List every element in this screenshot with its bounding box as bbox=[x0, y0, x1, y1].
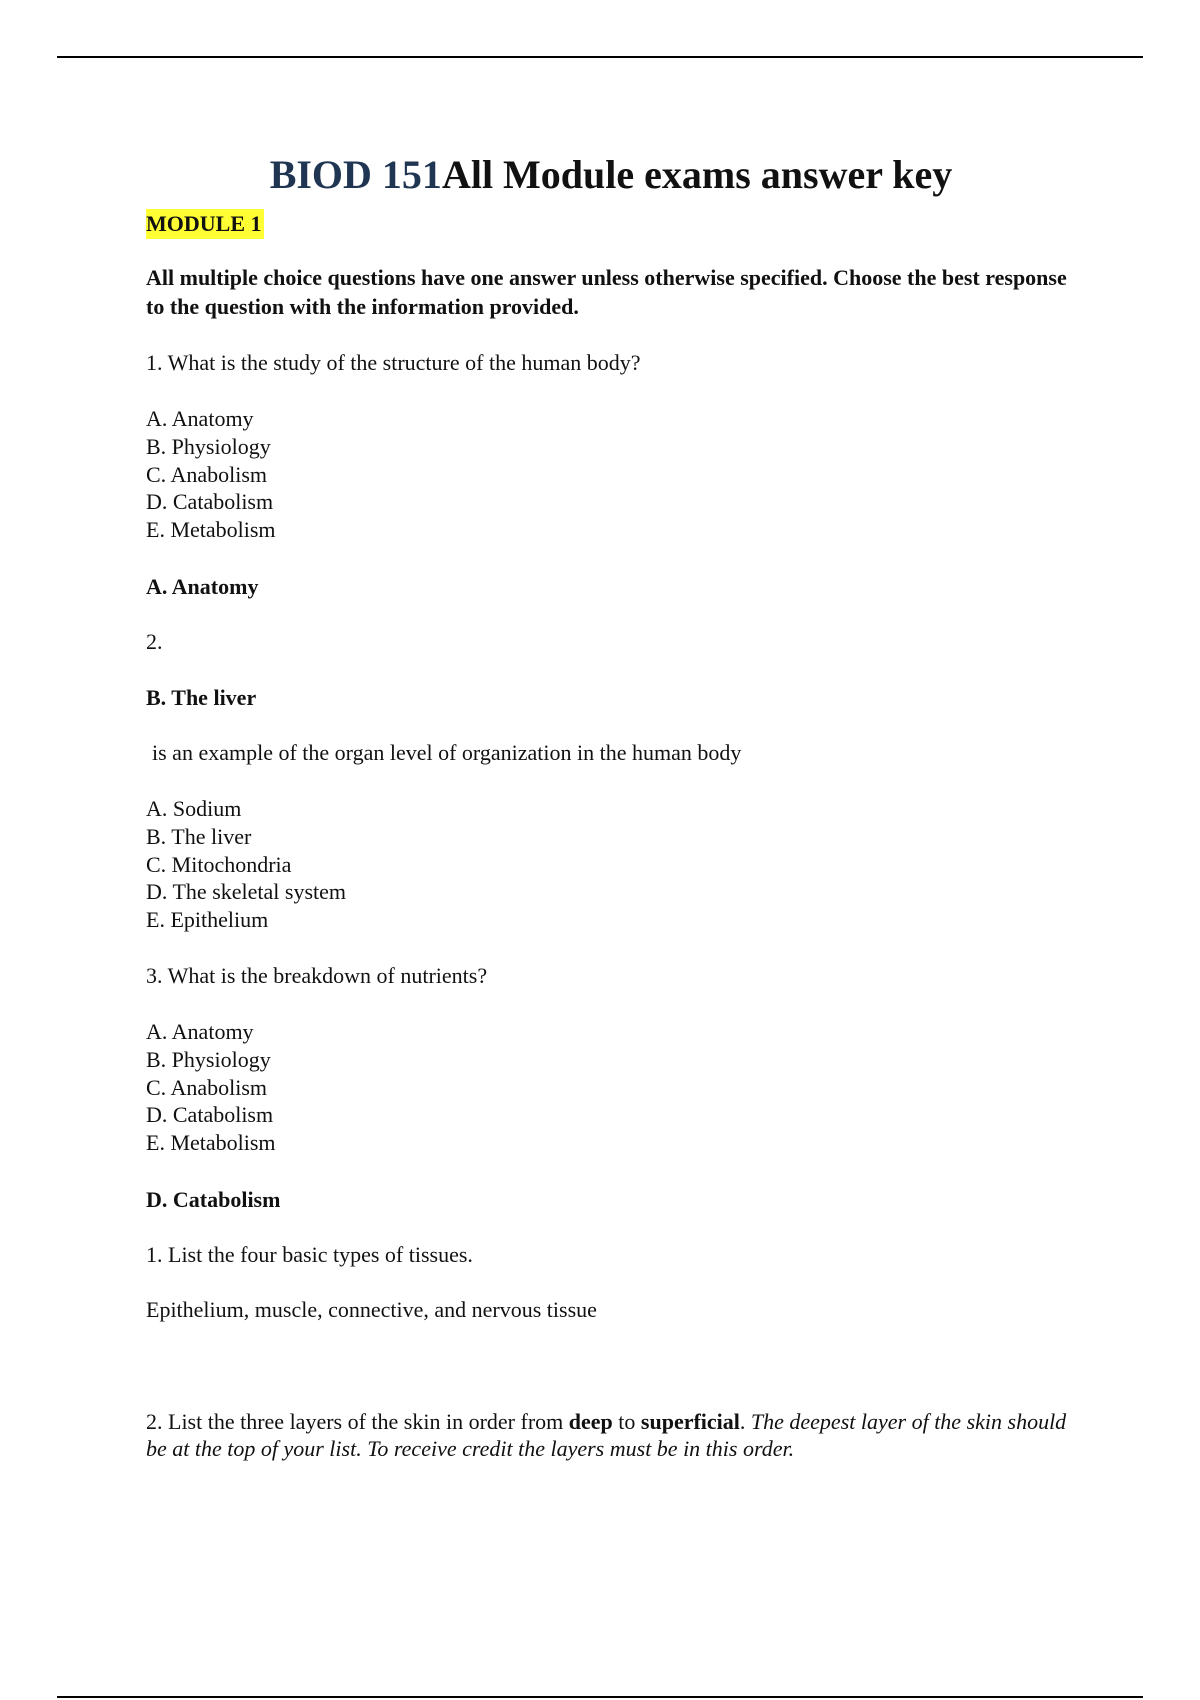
question-3-text: 3. What is the breakdown of nutrients? bbox=[146, 962, 488, 988]
option-item: B. Physiology bbox=[146, 1046, 271, 1072]
option-item: E. Metabolism bbox=[146, 1130, 276, 1156]
question-2-text: is an example of the organ level of organization in the human body bbox=[152, 739, 742, 765]
option-item: C. Anabolism bbox=[146, 1074, 268, 1100]
option-item: D. Catabolism bbox=[146, 1102, 274, 1128]
module-heading: MODULE 1 bbox=[146, 209, 264, 239]
option-item: B. The liver bbox=[146, 823, 252, 849]
short-answer-2-note: The deepest layer of the skin should be at the top of your list. To receive credit the layers must be in this order. bbox=[146, 1408, 1067, 1461]
option-item: C. Anabolism bbox=[146, 461, 268, 487]
question-2-options bbox=[146, 795, 1076, 934]
option-item: D. Catabolism bbox=[146, 489, 274, 515]
bottom-rule bbox=[57, 1696, 1143, 1698]
short-answer-2-prefix: 2. List the three layers of the skin in order from bbox=[146, 1408, 564, 1434]
short-answer-1-answer: Epithelium, muscle, connective, and nervous tissue bbox=[146, 1296, 597, 1322]
option-item: C. Mitochondria bbox=[146, 851, 292, 877]
document-title bbox=[146, 150, 1076, 200]
option-item: D. The skeletal system bbox=[146, 879, 346, 905]
short-answer-2-period: . bbox=[739, 1408, 746, 1434]
keyword-superficial: superficial bbox=[640, 1408, 740, 1434]
keyword-deep: deep bbox=[568, 1408, 613, 1434]
short-answer-1-text: 1. List the four basic types of tissues. bbox=[146, 1241, 473, 1267]
title-course-code: BIOD 151 bbox=[269, 152, 442, 197]
instructions: All multiple choice questions have one answer unless otherwise specified. Choose the best response to the question with the information provided. bbox=[146, 265, 1067, 319]
option-item: A. Sodium bbox=[146, 795, 242, 821]
option-item: B. Physiology bbox=[146, 433, 271, 459]
question-1-answer: A. Anatomy bbox=[146, 573, 259, 599]
document-body bbox=[146, 140, 1076, 1462]
question-2-number: 2. bbox=[146, 628, 163, 654]
question-3-answer: D. Catabolism bbox=[146, 1186, 281, 1212]
top-rule bbox=[57, 56, 1143, 58]
short-answer-2-to: to bbox=[618, 1408, 636, 1434]
question-3-options bbox=[146, 1018, 1076, 1157]
module-heading-row bbox=[146, 200, 1076, 239]
short-answer-2-text bbox=[146, 1408, 1076, 1462]
question-2-answer: B. The liver bbox=[146, 684, 257, 710]
option-item: E. Epithelium bbox=[146, 907, 269, 933]
option-item: A. Anatomy bbox=[146, 1018, 254, 1044]
option-item: E. Metabolism bbox=[146, 517, 276, 543]
option-item: A. Anatomy bbox=[146, 406, 254, 431]
title-text: All Module exams answer key bbox=[441, 152, 953, 197]
question-1-options bbox=[146, 405, 1076, 544]
question-1-text: 1. What is the study of the structure of the human body? bbox=[146, 350, 641, 375]
